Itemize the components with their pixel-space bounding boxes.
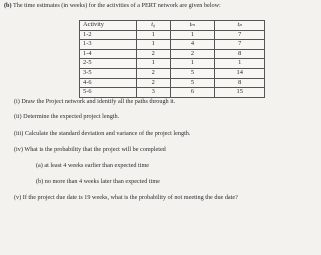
tm-cell: 1 [170, 59, 215, 69]
to-cell: 1 [137, 40, 171, 50]
tm-cell: 2 [170, 49, 215, 59]
table-row [80, 49, 265, 59]
tm-cell: 1 [170, 30, 215, 40]
question-v: (v) If the project due date is 19 weeks, what is the probability of not meeting the due date? [14, 194, 238, 201]
tp-cell: 15 [215, 88, 265, 98]
tm-cell: 5 [170, 78, 215, 88]
to-cell: 2 [137, 68, 171, 78]
table-row [80, 88, 265, 98]
table-row [80, 68, 265, 78]
table-row [80, 30, 265, 40]
question-iii: (iii) Calculate the standard deviation and variance of the project length. [14, 130, 191, 137]
question-label: (b) [4, 2, 12, 9]
table-row [80, 40, 265, 50]
tp-cell: 7 [215, 30, 265, 40]
activity-cell: 1-2 [80, 30, 137, 40]
to-cell: 1 [137, 30, 171, 40]
tp-cell: 8 [215, 49, 265, 59]
question-i: (i) Draw the Project network and identify all the paths through it. [14, 98, 176, 105]
header-optimistic-time: t₀ [137, 21, 171, 31]
activity-cell: 2-5 [80, 59, 137, 69]
question-intro [4, 2, 318, 10]
question-ii: (ii) Determine the expected project length. [14, 113, 120, 120]
tp-cell: 8 [215, 78, 265, 88]
question-iv-a: (a) at least 4 weeks earlier than expected time [36, 162, 150, 169]
to-cell: 2 [137, 78, 171, 88]
activity-cell: 5-6 [80, 88, 137, 98]
to-cell: 1 [137, 59, 171, 69]
to-cell: 3 [137, 88, 171, 98]
question-intro-text: The time estimates (in weeks) for the activities of a PERT network are given below: [13, 2, 221, 9]
table-header-row [80, 21, 265, 31]
activity-cell: 4-6 [80, 78, 137, 88]
table-row [80, 59, 265, 69]
tm-cell: 6 [170, 88, 215, 98]
activity-cell: 1-4 [80, 49, 137, 59]
activity-cell: 3-5 [80, 68, 137, 78]
pert-estimates-table [79, 20, 265, 98]
tp-cell: 7 [215, 40, 265, 50]
question-iv: (iv) What is the probability that the project will be completed [14, 146, 166, 153]
header-pessimistic-time: tₚ [215, 21, 265, 31]
table-row [80, 78, 265, 88]
tp-cell: 1 [215, 59, 265, 69]
activity-cell: 1-3 [80, 40, 137, 50]
header-most-likely-time: tₘ [170, 21, 215, 31]
to-cell: 2 [137, 49, 171, 59]
tm-cell: 5 [170, 68, 215, 78]
tp-cell: 14 [215, 68, 265, 78]
question-iv-b: (b) no more than 4 weeks later than expected time [36, 178, 160, 185]
tm-cell: 4 [170, 40, 215, 50]
header-activity: Activity [80, 21, 137, 31]
